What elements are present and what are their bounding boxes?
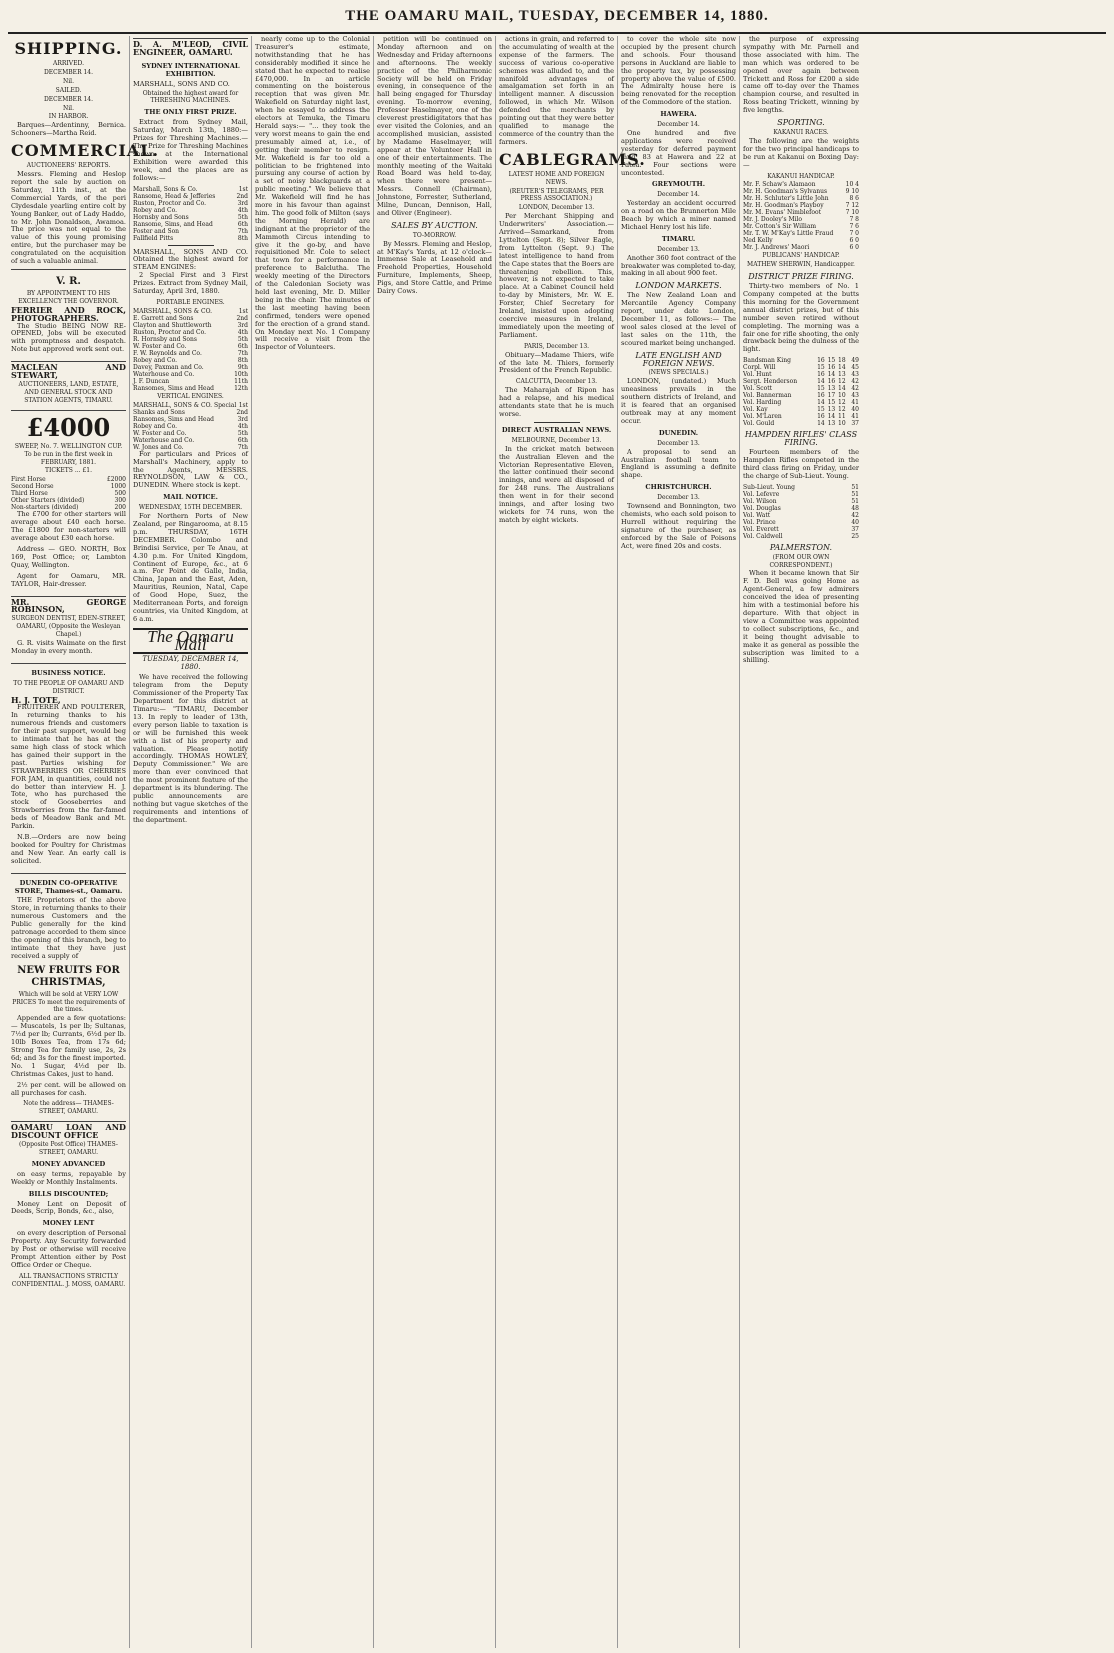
table-row: Ransomes, Sims and Head 3rd <box>133 415 248 423</box>
sweep-tickets: TICKETS ... £1. <box>44 467 92 475</box>
table-row: Mr. J. Andrews' Maori 6 0 <box>743 244 859 252</box>
shipping-heading: SHIPPING. <box>14 39 123 58</box>
publicans-heading: PUBLICANS' HANDICAP. <box>762 252 840 260</box>
column-2 <box>130 36 252 1648</box>
store-ad <box>11 873 126 1120</box>
business-to: TO THE PEOPLE OF OAMARU AND DISTRICT. <box>13 679 124 695</box>
melbourne-text: In the cricket match between the Australian Eleven and the Victorian Representative Eleven, the latter continued their second innings, and were all disposed of for 248 runs. The Australians then went in for their second innings, and after losing two wickets for 74 runs, won the match by eight wickets. <box>499 444 614 524</box>
divider <box>168 245 214 246</box>
table-row: First Horse £2000 <box>11 476 126 484</box>
table-row: Third Horse 500 <box>11 490 126 498</box>
leader-text: We have received the following telegram from the Deputy Commissioner of the Property Tax Department for this district at Timaru:— "TIMARU, December 13. In reply to leader of 13th, every person liable to taxation is or will be furnished this week with a list of his property and valuation. Please notify accordingly. THOMAS HOWLEY, Deputy Commissioner." We are more than ever convinced that the most prominent feature of the department is its blundering. The public announcements are nothing but vague sketches of the requirements and intentions of the department. <box>133 673 248 824</box>
christchurch-heading: CHRISTCHURCH. <box>645 483 712 492</box>
christchurch-date: December 13. <box>657 494 700 502</box>
latest-news: LATEST HOME AND FOREIGN NEWS. <box>508 170 605 186</box>
tote-ad <box>11 663 126 871</box>
palmerston-heading: PALMERSTON. <box>769 542 833 552</box>
table-row: Vol. Prince 40 <box>743 518 859 526</box>
cable-text: Per Merchant Shipping and Underwriters' Association.—Arrived—Samarkand, from Lyttelton (Sept. 8); Silver Eagle, from Lyttelton (Sept. 9.) The latest intelligence to hand from the Cape states that the Boers are threatening rebellion. This, however, is not expected to take place. At a Cabinet Council held to-day by Ministers, Mr. W. E. Forster, Chief Secretary for Ireland, insisted upon adopting coercive measures in Ireland, immediately upon the meeting of Parliament. <box>499 212 614 339</box>
tote-text: FRUITERER AND POULTERER, In returning thanks to his numerous friends and customers for their past support, would beg to intimate that he has at the same high class of stock which has gained their support in the past. Parties wishing for STRAWBERRIES OR CHERRIES FOR JAM, in quantities, could not do better than interview H. J. Tote, who has purchased the stock of Gooseberries and Strawberries from the far-famed beds of Meadow Bank and Mt. Parkin. <box>11 703 126 831</box>
mail-text: For Northern Ports of New Zealand, per Ringarooma, at 8.15 p.m. THURSDAY, 16TH DECEMBER. Colombo and Brindisi Service, per Te Anau, at 4.30 p.m. For United Kingdom, Continent of Europe, &c., at 6 a.m. For Point de Galle, India, China, Japan and the East, Aden, Mauritius, Reunion, Natal, Cape of Good Hope, Suez, the Mediterranean Ports, and foreign countries, via United Kingdom, at 6 a.m. <box>133 512 248 623</box>
newspaper-columns <box>8 36 1106 1648</box>
table-row: Fallfield Pitts 8th <box>133 234 248 242</box>
reuters-credit: (REUTER'S TELEGRAMS, PER PRESS ASSOCIATION.) <box>509 187 604 203</box>
table-row: MARSHALL, SONS & CO. 1st <box>133 307 248 315</box>
store-text: THE Proprietors of the above Store, in returning thanks to their numerous Customers and the Public generally for the kind patronage accorded to them since the opening of this branch, beg to intimate that they have just received a supply of <box>11 896 126 960</box>
london-markets-heading: LONDON MARKETS. <box>635 281 722 291</box>
sweep-text: The £700 for other starters will average about £40 each horse. The £1800 for non-starters will average about £30 each horse. <box>11 510 126 543</box>
table-row: Second Horse 1000 <box>11 483 126 491</box>
appointment-text: BY APPOINTMENT TO HIS EXCELLENCY THE GOVERNOR. <box>18 289 119 305</box>
handicap-heading: KAKANUI HANDICAP. <box>767 172 835 180</box>
table-row: Vol. Wilson 51 <box>743 497 859 505</box>
store-quotations: Appended are a few quotations:— Muscatels, 1s per lb; Sultanas, 7½d per lb; Currants, 6½d per lb. 10lb Boxes Tea, from 17s 6d; Strong Tea for family use, 2s, 2s 6d; and 3s for the finest imported. No. 1 Sugar, 4½d per lb. Christmas Cakes, just to hand. <box>11 1014 126 1078</box>
sporting-heading: SPORTING. <box>777 118 825 128</box>
table-row: Mr. H. Goodman's Sylvanus 9 10 <box>743 188 859 196</box>
table-row: Vol. Caldwell 25 <box>743 532 859 540</box>
table-row: E. Garrett and Sons 2nd <box>133 314 248 322</box>
table-row: Other Starters (divided) 300 <box>11 497 126 505</box>
palmerston-correspondent: (FROM OUR OWN CORRESPONDENT.) <box>769 553 833 569</box>
mail-notice-heading: MAIL NOTICE. <box>163 493 218 502</box>
calcutta-dateline: CALCUTTA, December 13. <box>515 378 598 386</box>
robinson-ad <box>11 596 126 661</box>
macleod-ad <box>133 38 248 59</box>
loan-title: OAMARU LOAN AND DISCOUNT OFFICE <box>11 1122 126 1141</box>
column-5 <box>496 35 646 1648</box>
bills-heading: BILLS DISCOUNTED; <box>28 1189 109 1198</box>
table-row: Robey and Co. 8th <box>133 356 248 364</box>
steam-title: MARSHALL, SONS AND CO. Obtained the highest award for STEAM ENGINES: <box>133 247 248 272</box>
marshall-text: Extract from Sydney Mail, Saturday, March 13th, 1880:— Prizes for Threshing Machines.—The Prize for Threshing Machines shown at the International Exhibition were awarded this week, and the places are as follows:— <box>133 118 248 182</box>
table-row: Hornsby and Sons 5th <box>133 213 248 221</box>
london-dateline: LONDON, December 13. <box>518 204 595 212</box>
loan-footer: ALL TRANSACTIONS STRICTLY CONFIDENTIAL. J. MOSS, OAMARU. <box>11 1272 126 1288</box>
table-row: Ruston, Proctor and Co. 4th <box>133 328 248 336</box>
portable-table <box>133 308 248 392</box>
ferrier-ad <box>11 269 126 359</box>
column-7 <box>740 36 862 1648</box>
greymouth-heading: GREYMOUTH. <box>651 180 706 189</box>
arrived-nil: Nil. <box>63 77 74 85</box>
table-row: Ruston, Proctor and Co. 3rd <box>133 199 248 207</box>
harbour-text: Barques—Ardentinny, Bernica. Schooners—Martha Reid. <box>11 121 126 138</box>
tote-nb: N.B.—Orders are now being booked for Poultry for Christmas and New Year. An early call is solicited. <box>11 832 126 865</box>
column-1 <box>8 36 160 1648</box>
timaru-date: December 13. <box>657 245 700 253</box>
table-row: Clayton and Shuttleworth 3rd <box>133 321 248 329</box>
calcutta-text: The Maharajah of Ripon has had a relapse, and his medical attendants state that he is much worse. <box>499 386 614 418</box>
divider <box>534 422 580 423</box>
table-row: Vol. Everett 37 <box>743 525 859 533</box>
column-3-body: nearly come up to the Colonial Treasurer's estimate, notwithstanding that he has considerably modified it since he stated that he expected to realise £470,000. In an article commenting on the boisterous reception that was given Mr. Wakefield on Saturday night last, when he essayed to address the electors at Temuka, the Timaru Herald says:— "... they took the very worst means to gain the end presumably aimed at, i.e., of getting their member to resign. Mr. Wakefield is far too old a politician to be frightened into pursuing any course of action by a set of noisy blackguards at a public meeting." We believe that Mr. Wakefield will find he has more in his favour than against him. The good folk of Milton (says the Morning Herald) are indignant at the proprietor of the Mammoth Circus intending to give it the go-by, and have requisitioned Mr. Cole to select that town for a performance in preference to Balclutha. The weekly meeting of the Directors of the Caledonian Society was held last evening, Mr. D. Miller being in the chair. The minutes of the last meeting having been confirmed, tenders were opened for the erection of a grand stand. On Monday next No. 1 Company will receive a visit from the Inspector of Volunteers. <box>255 35 370 352</box>
hawera-text: One hundred and five applications were received yesterday for deferred payment land, 83 at Hawera and 22 at Patea. Four sections were uncontested. <box>621 128 736 177</box>
table-row: Non-starters (divided) 200 <box>11 504 126 512</box>
table-row: Mr. F. Schaw's Alamaon 10 4 <box>743 181 859 189</box>
paper-nameplate: The Oamaru Mail <box>133 628 248 654</box>
column-6 <box>618 36 740 1648</box>
ferrier-text: The Studio BEING NOW RE-OPENED, Jobs will be executed with promptness and despatch. Note but approved work sent out. <box>11 321 126 354</box>
marshall-title: MARSHALL, SONS AND CO. <box>133 79 230 88</box>
marshall-sub: Obtained the highest award for THRESHING MACHINES. <box>142 89 239 105</box>
hawera-date: December 14. <box>657 121 700 129</box>
vertical-table <box>133 402 248 451</box>
table-row: Vol. Lefevre 51 <box>743 490 859 498</box>
table-row: W. Foster and Co. 6th <box>133 342 248 350</box>
table-row: Vol. Douglas 48 <box>743 504 859 512</box>
table-row: Ned Kelly 6 0 <box>743 237 859 245</box>
store-title: DUNEDIN CO-OPERATIVE STORE, Thames-st., Oamaru. <box>14 878 123 895</box>
paris-text: Obituary—Madame Thiers, wife of the late M. Thiers, formerly President of the French Republic. <box>499 350 614 375</box>
table-row: Vol. Scott 15 13 14 42 <box>743 385 859 393</box>
paris-dateline: PARIS, December 13. <box>523 342 590 350</box>
column-4-body: petition will be continued on Monday afternoon and on Wednesday and Friday afternoons and afternoons. The weekly practice of the Philharmonic Society will be held on Friday evening, in consequence of the hall being engaged for Thursday evening. To-morrow evening, Professor Haselmayer, one of the cleverest prestidigitators that has ever visited the Colonies, and an accomplished musician, assisted by Madame Haselmayer, will appear at the Volunteer Hall in one of their entertainments. The monthly meeting of the Waitaki Road Board was held to-day, when there were present—Messrs. Connell (Chairman), Johnstone, Forrester, Sutherland, Milne, Duncan, Dennison, Hall, and Oliver (Engineer). <box>377 35 492 217</box>
cablegrams-heading: CABLEGRAMS. <box>499 149 646 169</box>
table-row: R. Hornsby and Sons 5th <box>133 335 248 343</box>
store-discount: 2½ per cent. will be allowed on all purchases for cash. <box>11 1080 126 1097</box>
paper-dateline: TUESDAY, DECEMBER 14, 1880. <box>142 654 239 671</box>
handicap-table <box>743 181 859 251</box>
auctioneers-heading: AUCTIONEERS' REPORTS. <box>26 162 111 170</box>
sweep-address: Address — GEO. NORTH, Box 169, Post Office; or, Lambton Quay, Wellington. <box>11 544 126 569</box>
ferrier-title: FERRIER AND ROCK, PHOTOGRAPHERS. <box>11 304 126 323</box>
table-row: W. Jones and Co. 7th <box>133 443 248 451</box>
sailed-date: DECEMBER 14. <box>43 95 94 103</box>
maclean-sub: AUCTIONEERS, LAND, ESTATE, AND GENERAL STOCK AND STATION AGENTS, TIMARU. <box>18 381 119 404</box>
dunedin-text: A proposal to send an Australian football team to England is assuming a definite shape. <box>621 447 736 480</box>
sweep-title: SWEEP, No. 7. WELLINGTON CUP. To be run in the first week in FEBRUARY, 1881. <box>14 442 123 466</box>
loan-text: on easy terms, repayable by Weekly or Monthly Instalments. <box>11 1169 126 1186</box>
robinson-title: MR. GEORGE ROBINSON, <box>11 596 126 615</box>
sales-date: TO-MORROW. <box>412 231 457 239</box>
table-row: Vol. Gould 14 13 10 37 <box>743 420 859 428</box>
hampden-table <box>743 484 859 540</box>
table-row: Vol. Harding 14 15 12 41 <box>743 399 859 407</box>
bills-text: Money Lent on Deposit of Deeds, Scrip, Bonds, &c., also, <box>11 1199 126 1216</box>
table-row: Foster and Son 7th <box>133 227 248 235</box>
money-lent: MONEY LENT <box>42 1219 95 1228</box>
melbourne-dateline: MELBOURNE, December 13. <box>511 436 602 444</box>
table-row: Ransomes, Sims and Head 12th <box>133 384 248 392</box>
sweep-agent: Agent for Oamaru, MR. TAYLOR, Hair-dresser. <box>11 571 126 588</box>
table-row: F. W. Reynolds and Co. 7th <box>133 349 248 357</box>
money-lent-text: on every description of Personal Property. Any Security forwarded by Post or otherwise will receive Prompt Attention either by Post Office Order or Cheque. <box>11 1229 126 1269</box>
table-row: Ransome, Head & Jefferies 2nd <box>133 192 248 200</box>
robinson-sub: SURGEON DENTIST, EDEN-STREET, OAMARU, (Opposite the Wesleyan Chapel.) <box>11 615 126 639</box>
scores-table <box>743 357 859 427</box>
table-row: Mr. Cotton's Sir William 7 6 <box>743 223 859 231</box>
markets-text: The New Zealand Loan and Mercantile Agency Company report, under date London, December 11, as follows:— The wool sales closed at the level of last sales on the 11th, the scoured market being unchanged. <box>621 291 736 347</box>
marshall-agents: For particulars and Prices of Marshall's Machinery, apply to the Agents, MESSRS. REYNOLDSON, LAW & CO., DUNEDIN. Where stock is kept. <box>133 449 248 490</box>
table-row: Davey, Paxman and Co. 9th <box>133 363 248 371</box>
steam-text: 2 Special First and 3 First Prizes. Extract from Sydney Mail, Saturday, April 3rd, 1880. <box>133 271 248 296</box>
arrived-date: DECEMBER 14. <box>43 68 94 76</box>
table-row: Waterhouse and Co. 6th <box>133 436 248 444</box>
arrived-heading: ARRIVED. <box>53 60 84 67</box>
district-heading: DISTRICT PRIZE FIRING. <box>748 272 854 282</box>
tote-title: H. J. TOTE, <box>11 694 61 705</box>
sweep-price: £4000 <box>26 412 111 442</box>
commercial-heading: COMMERCIAL. <box>11 141 160 161</box>
dunedin-heading: DUNEDIN. <box>658 428 699 437</box>
maclean-ad <box>11 361 126 408</box>
district-text: Thirty-two members of No. 1 Company competed at the butts this morning for the Government annual district prizes, but of this number seven retired without completing. The morning was a fair one for rifle shooting, the only drawback being the dulness of the light. <box>743 282 859 354</box>
mail-date: WEDNESDAY, 15TH DECEMBER. <box>138 504 243 512</box>
column-6-body: to cover the whole site now occupied by the present church and schools. Four thousand persons in Auckland are liable to the property tax, by possessing property above the value of £500. The Admiralty house here is being renovated for the reception of the Commodore of the station. <box>621 35 736 107</box>
table-row: Ransome, Sims, and Head 6th <box>133 220 248 228</box>
masthead-rule <box>8 32 1106 34</box>
column-5-body: actions in grain, and referred to the accumulating of wealth at the expense of the farmers. The success of various co-operative schemes was alluded to, and the manifold advantages of amalgamation set forth in an intelligent manner. A discussion followed, in which Mr. Wilson defended the merchants by pointing out that they were better qualified to manage the commerce of the country than the farmers. <box>499 35 614 146</box>
table-row: Robey and Co. 4th <box>133 422 248 430</box>
loan-sub: (Opposite Post Office) THAMES-STREET, OAMARU. <box>19 1141 118 1156</box>
sydney-heading: SYDNEY INTERNATIONAL EXHIBITION. <box>141 61 240 78</box>
store-address: Note the address— THAMES-STREET, OAMARU. <box>23 1100 114 1116</box>
table-row: Mr. T. W. M'Kay's Little Fraud 7 0 <box>743 230 859 238</box>
table-row: Vol. Hunt 16 14 13 43 <box>743 371 859 379</box>
sailed-nil: Nil. <box>63 104 74 112</box>
sales-heading: SALES BY AUCTION. <box>391 220 478 230</box>
table-row: Robey and Co. 4th <box>133 206 248 214</box>
business-notice: BUSINESS NOTICE. <box>31 668 106 677</box>
sailed-heading: SAILED. <box>55 86 82 94</box>
column-4 <box>374 36 496 1648</box>
table-row: W. Foster and Co. 5th <box>133 429 248 437</box>
royal-monogram: V. R. <box>56 275 81 287</box>
hawera-heading: HAWERA. <box>660 110 697 119</box>
maclean-title: MACLEAN AND STEWART, <box>11 362 126 381</box>
direct-australian-heading: DIRECT AUSTRALIAN NEWS. <box>501 425 612 434</box>
table-row: Corpl. Will 15 16 14 45 <box>743 364 859 372</box>
table-row: Mr. H. Goodman's Playboy 7 12 <box>743 202 859 210</box>
table-row: Sergt. Henderson 14 16 12 42 <box>743 378 859 386</box>
table-row: Vol. M'Laren 16 14 11 41 <box>743 413 859 421</box>
timaru-text: Another 360 foot contract of the breakwater was completed to-day, making in all about 900 feet. <box>621 253 736 278</box>
table-row: Sub-Lieut. Young 51 <box>743 483 859 491</box>
portable-heading: PORTABLE ENGINES. <box>156 298 225 306</box>
store-fruits: NEW FRUITS FOR CHRISTMAS, <box>17 964 120 988</box>
christchurch-text: Townsend and Bonnington, two chemists, who each sold poison to Hurrell without requiring the signature of the purchaser, as enforced by the Sale of Poisons Act, were fined 20s and costs. <box>621 502 736 550</box>
table-row: Mr. J. Dooley's Milo 7 8 <box>743 216 859 224</box>
harbour-heading: IN HARBOR. <box>48 113 89 121</box>
column-7-body: the purpose of expressing sympathy with Mr. Parnell and those associated with him. The man which was ordered to be opened over again between Trickett and Ross for £200 a side came off to-day over the Thames champion course, and resulted in Ross beating Trickett, winning by five lengths. <box>743 35 859 115</box>
loan-ad <box>11 1121 126 1291</box>
dunedin-date: December 13. <box>657 439 700 447</box>
greymouth-text: Yesterday an accident occurred on a road on the Brunnerton Mile Beach by which a miner named Michael Henry lost his life. <box>621 199 736 231</box>
robinson-text: G. R. visits Waimate on the first Monday in every month. <box>11 639 126 655</box>
first-prize: THE ONLY FIRST PRIZE. <box>144 108 237 117</box>
sales-text: By Messrs. Fleming and Heslop, at M'Kay's Yards, at 12 o'clock—Immense Sale at Leasehold and Freehold Properties, Household Furniture, Implements, Sheep, Pigs, and Store Cattle, and Prime Dairy Cows. <box>377 239 492 296</box>
loan-money: MONEY ADVANCED <box>31 1159 106 1168</box>
table-row: Marshall, Sons & Co. 1st <box>133 185 248 193</box>
macleod-title: D. A. M'LEOD, CIVIL ENGINEER, OAMARU. <box>133 39 248 57</box>
table-row: Vol. Bannerman 16 17 10 43 <box>743 392 859 400</box>
sporting-text: The following are the weights for the two principal handicaps to be run at Kakanui on Boxing Day:— <box>743 136 859 169</box>
table-row: Bandsman King 16 15 18 49 <box>743 357 859 365</box>
sweep-ad <box>11 410 126 594</box>
table-row: Mr. M. Evans' Nimblefoot 7 10 <box>743 209 859 217</box>
news-specials: (NEWS SPECIALS.) <box>648 369 709 377</box>
marshall-places-table <box>133 186 248 242</box>
palmerston-text: When it became known that Sir F. D. Bell was going Home as Agent-General, a few admirers conceived the idea of presenting him with a testimonial before his departure. With that object in view a Committee was appointed to collect subscriptions, &c., and it being thought advisable to make it as general as possible the subscription was limited to a shilling. <box>743 569 859 665</box>
table-row: J. F. Duncan 11th <box>133 377 248 385</box>
table-row: Vol. Watt 42 <box>743 511 859 519</box>
store-fruits-sub: Which will be sold at VERY LOW PRICES To meet the requirements of the times. <box>12 990 125 1014</box>
sweep-prizes-table <box>11 476 126 511</box>
greymouth-date: December 14. <box>657 191 700 199</box>
column-3 <box>252 36 374 1648</box>
table-row: Shanks and Sons 2nd <box>133 408 248 416</box>
table-row: Mr. H. Schluter's Little John 8 6 <box>743 195 859 203</box>
masthead: THE OAMARU MAIL, TUESDAY, DECEMBER 14, 1880. <box>345 8 769 24</box>
hampden-text: Fourteen members of the Hampden Rifles competed in the third class firing on Friday, under the charge of Sub-Lieut. Young. <box>743 448 859 480</box>
handicapper: MATHEW SHERWIN, Handicapper. <box>747 261 855 269</box>
vertical-heading: VERTICAL ENGINES. <box>157 392 224 400</box>
commercial-text: Messrs. Fleming and Heslop report the sale by auction on Saturday, 11th inst., at the Commercial Yards, of the peri Clydesdale yearling entire colt by Young Banker, out of Lady Haddo, to Mr. John Donaldson, Awamoa. The price was not equal to the value of this young promising entire, but the purchaser may be congratulated on the acquisition of such a valuable animal. <box>11 170 126 266</box>
table-row: Vol. Kay 15 13 12 40 <box>743 406 859 414</box>
table-row: Waterhouse and Co. 10th <box>133 370 248 378</box>
hampden-heading: HAMPDEN RIFLES' CLASS FIRING. <box>744 430 858 448</box>
late-text: LONDON, (undated.) Much uneasiness prevails in the southern districts of Ireland, and it is feared that an organised outbreak may at any moment occur. <box>621 377 736 425</box>
kakanui-heading: KAKANUI RACES. <box>773 128 829 136</box>
table-row: MARSHALL, SONS & CO. Special 1st <box>133 401 248 409</box>
late-english-heading: LATE ENGLISH AND FOREIGN NEWS. <box>635 350 722 368</box>
timaru-heading: TIMARU. <box>661 234 696 243</box>
